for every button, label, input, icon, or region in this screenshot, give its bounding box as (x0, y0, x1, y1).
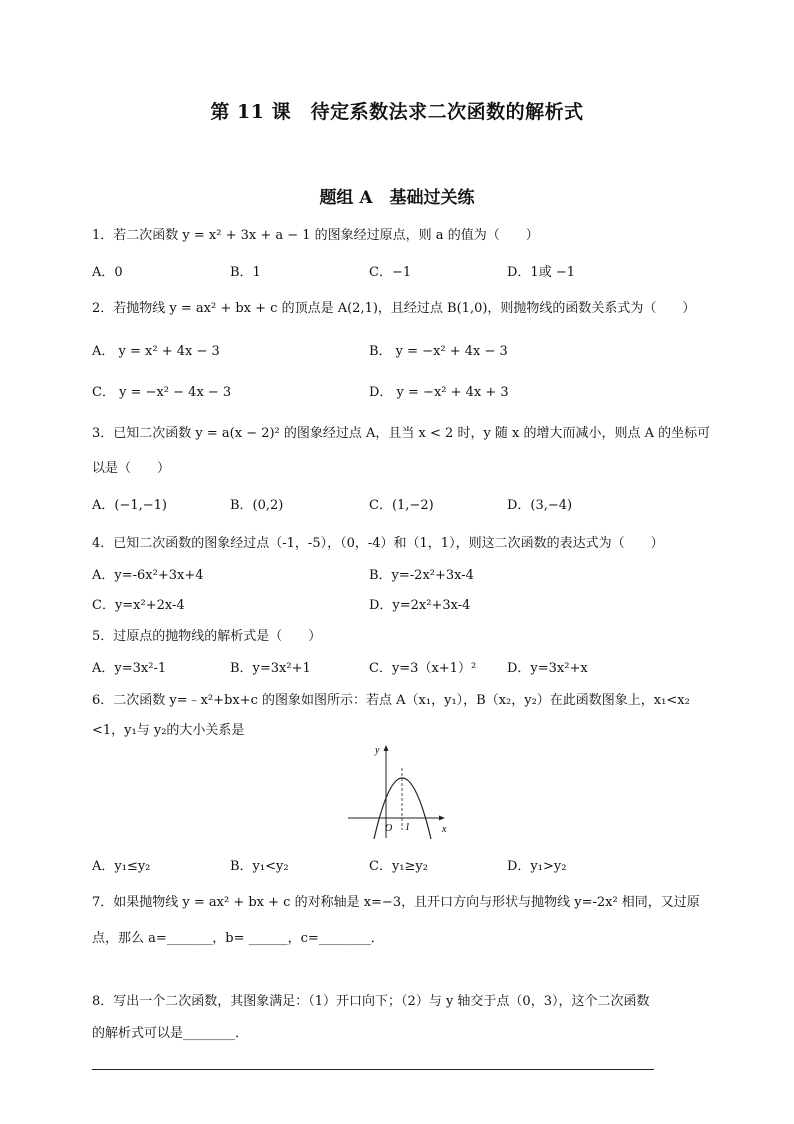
question-2-stem: 2．若抛物线 y = ax² + bx + c 的顶点是 A(2,1)，且经过点 B(1,0)，则抛物线的函数关系式为（ ） (92, 301, 696, 316)
question-3-stem-line2: 以是（ ） (92, 461, 171, 476)
question-3-option-a: A．(−1,−1) (92, 498, 167, 513)
question-6-option-a: A．y₁≤y₂ (92, 859, 151, 874)
question-4-option-c: C．y=x²+2x-4 (92, 598, 185, 613)
question-3-option-b: B．(0,2) (230, 498, 284, 513)
question-4-option-a: A．y=-6x²+3x+4 (92, 568, 204, 583)
question-6-option-b: B．y₁<y₂ (230, 859, 289, 874)
question-5-stem: 5．过原点的抛物线的解析式是（ ） (92, 629, 322, 644)
question-1-stem: 1．若二次函数 y = x² + 3x + a − 1 的图象经过原点，则 a 的值为（ ） (92, 228, 539, 243)
question-4-stem: 4．已知二次函数的图象经过点（-1，-5），（0，-4）和（1，1），则这二次函数的表达式为（ ） (92, 536, 664, 551)
graph-x-label: x (442, 824, 447, 835)
question-2-option-b: B． y = −x² + 4x − 3 (369, 344, 508, 359)
question-4-option-d: D．y=2x²+3x-4 (369, 598, 471, 613)
question-5-option-a: A．y=3x²-1 (92, 661, 167, 676)
question-1-option-b: B．1 (230, 265, 261, 280)
question-2-option-c: C． y = −x² − 4x − 3 (92, 385, 232, 400)
bottom-divider (92, 1069, 654, 1070)
parabola-graph (345, 742, 450, 842)
question-3-stem-line1: 3．已知二次函数 y = a(x − 2)² 的图象经过点 A，且当 x < 2 时，y 随 x 的增大而减小，则点 A 的坐标可 (92, 426, 711, 441)
graph-tick-label: 1 (405, 822, 410, 833)
question-6-option-c: C．y₁≥y₂ (369, 859, 428, 874)
question-2-option-d: D． y = −x² + 4x + 3 (369, 385, 509, 400)
question-5-option-c: C．y=3（x+1）² (369, 661, 477, 676)
question-6-option-d: D．y₁>y₂ (507, 859, 567, 874)
question-7-stem-line2: 点，那么 a=_______，b= ______，c=________． (92, 931, 384, 946)
question-2-option-a: A． y = x² + 4x − 3 (92, 344, 220, 359)
question-3-option-c: C．(1,−2) (369, 498, 434, 513)
graph-y-label: y (375, 745, 380, 756)
graph-origin-label: O (385, 823, 393, 834)
question-5-option-d: D．y=3x²+x (507, 661, 588, 676)
question-7-stem-line1: 7．如果抛物线 y = ax² + bx + c 的对称轴是 x=−3，且开口方向与形状与抛物线 y=-2x² 相同，又过原 (92, 895, 700, 910)
question-4-option-b: B．y=-2x²+3x-4 (369, 568, 474, 583)
question-8-stem-line2: 的解析式可以是________． (92, 1026, 249, 1041)
question-6-stem-line2: <1，y₁与 y₂的大小关系是 (92, 723, 245, 738)
question-3-option-d: D．(3,−4) (507, 498, 573, 513)
question-1-option-d: D．1或 −1 (507, 265, 575, 280)
question-5-option-b: B．y=3x²+1 (230, 661, 311, 676)
page-title: 第 11 课 待定系数法求二次函数的解析式 (210, 101, 584, 123)
question-1-option-c: C．−1 (369, 265, 412, 280)
question-8-stem-line1: 8．写出一个二次函数，其图象满足：（1）开口向下；（2）与 y 轴交于点（0，3），这个二次函数 (92, 994, 650, 1009)
question-6-stem-line1: 6．二次函数 y=﹣x²+bx+c 的图象如图所示：若点 A（x₁，y₁），B（x₂，y₂）在此函数图象上，x₁<x₂ (92, 693, 690, 708)
question-1-option-a: A．0 (92, 265, 123, 280)
section-title: 题组 A 基础过关练 (319, 188, 475, 208)
